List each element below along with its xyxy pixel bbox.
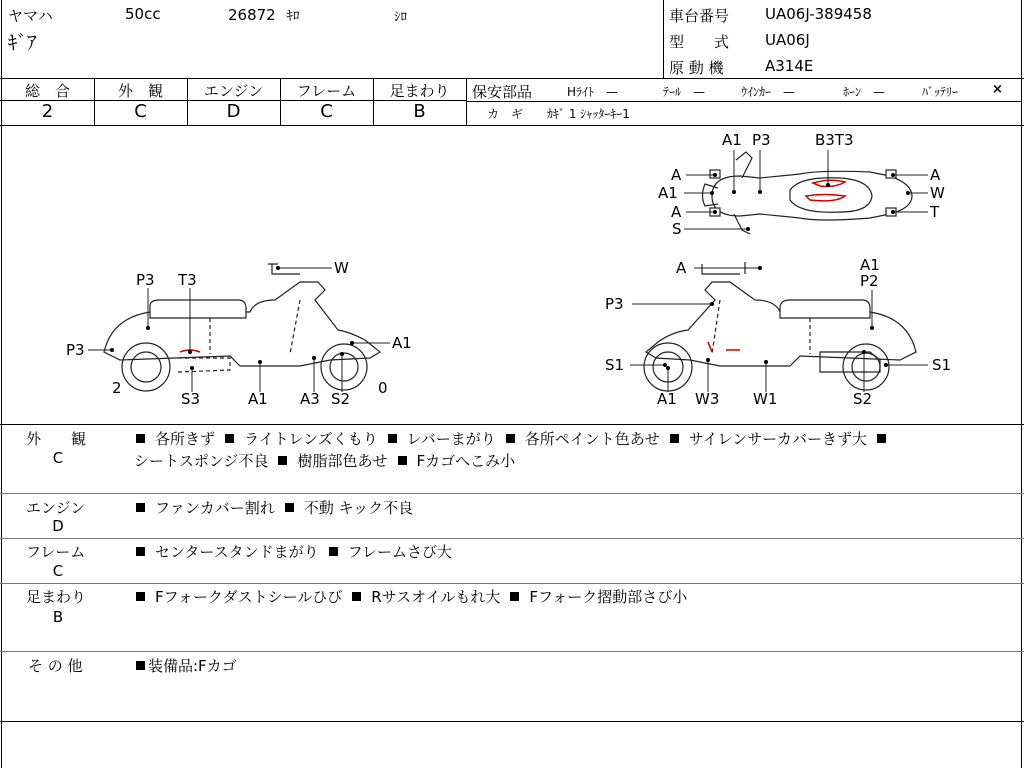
label-top-b3t3: B3T3 <box>815 131 854 149</box>
note-item: フレームさび大 <box>329 543 452 561</box>
grade-engine-label: エンジン <box>203 82 264 100</box>
label-top-a1-mid: A1 <box>658 184 678 202</box>
label-right-p2: P2 <box>860 272 879 290</box>
safety-headlight: Hﾗｲﾄ — <box>567 85 619 99</box>
note-item: Fカゴへこみ小 <box>398 452 516 470</box>
note-engine-grade: D <box>52 517 64 535</box>
note-item: 樹脂部色あせ <box>278 452 387 470</box>
engine-value: A314E <box>765 57 814 75</box>
safety-battery: ﾊﾞｯﾃﾘｰ <box>922 85 959 99</box>
label-right-a: A <box>676 259 687 277</box>
grade-engine-value: D <box>226 101 241 122</box>
displacement: 50cc <box>125 5 161 23</box>
label-right-p3: P3 <box>605 295 624 313</box>
note-suspension-label: 足まわり <box>26 588 87 606</box>
model-name: ｷﾞｱ <box>8 32 37 54</box>
label-left-p3-top: P3 <box>136 271 155 289</box>
grade-total-value: 2 <box>41 101 54 122</box>
label-top-s: S <box>672 220 682 238</box>
label-left-w: W <box>334 259 349 277</box>
label-right-s1-left: S1 <box>605 356 625 374</box>
label-top-p3: P3 <box>752 131 771 149</box>
label-right-s2: S2 <box>853 390 873 408</box>
header-divider <box>663 0 664 78</box>
safety-winker: ｳｲﾝｶｰ — <box>741 85 796 99</box>
safety-tail: ﾃｰﾙ — <box>663 85 706 99</box>
battery-mark: × <box>992 82 1003 97</box>
note-suspension-grade: B <box>52 608 64 626</box>
label-left-p3-side: P3 <box>66 341 85 359</box>
label-right-a1: A1 <box>860 256 880 274</box>
note-frame-grade: C <box>52 562 64 580</box>
note-sep <box>0 721 1024 722</box>
note-other-text: 装備品:Fカゴ <box>136 655 237 676</box>
mileage-unit: ｷﾛ <box>286 9 300 24</box>
mileage-value: 26872 <box>228 6 276 24</box>
label-left-s3: S3 <box>181 390 201 408</box>
note-frame-label: フレーム <box>26 543 86 561</box>
note-engine-label: エンジン <box>26 499 86 517</box>
grade-frame-label: フレーム <box>296 82 357 100</box>
label-left-2: 2 <box>112 379 122 397</box>
engine-label: 原 動 機 <box>669 59 724 77</box>
type-value: UA06J <box>765 31 810 49</box>
label-right-s1-right: S1 <box>932 356 952 374</box>
note-item: サイレンサーカバーきず大 <box>670 430 867 448</box>
safety-label: 保安部品 <box>472 83 533 101</box>
note-sep <box>0 493 1024 494</box>
note-exterior-label: 外 観 <box>26 430 87 448</box>
label-top-t: T <box>930 203 940 221</box>
note-exterior-grade: C <box>52 449 64 467</box>
grade-suspension-label: 足まわり <box>389 82 450 100</box>
note-item: ライトレンズくもり <box>225 430 378 448</box>
safety-mid-line <box>466 101 1022 102</box>
note-sep <box>0 538 1024 539</box>
note-sep <box>0 651 1024 652</box>
note-sep <box>0 583 1024 584</box>
note-item: Rサスオイルもれ大 <box>352 588 500 606</box>
type-label: 型 式 <box>669 33 730 51</box>
label-left-a3: A3 <box>300 390 320 408</box>
keys: カ ギ ｶｷﾞ 1 ｼｬｯﾀｰｷｰ1 <box>487 107 630 121</box>
grade-frame-value: C <box>320 101 333 122</box>
grade-top-line <box>0 78 1024 79</box>
grade-exterior-label: 外 観 <box>117 82 163 100</box>
note-item: シートスポンジ不良 <box>134 452 269 470</box>
color: ｼﾛ <box>394 10 407 25</box>
note-engine-items <box>136 497 423 518</box>
note-item: 各所ペイント色あせ <box>506 430 660 448</box>
label-top-a1: A1 <box>722 131 742 149</box>
note-item: センタースタンドまがり <box>136 543 319 561</box>
note-exterior-line2 <box>134 450 525 471</box>
frame-no: UA06J-389458 <box>765 5 872 23</box>
label-left-t3: T3 <box>178 271 197 289</box>
mileage <box>228 5 300 24</box>
safety-horn: ﾎｰﾝ — <box>843 85 886 99</box>
note-frame-items <box>136 541 462 562</box>
frame-no-label: 車台番号 <box>669 7 730 25</box>
note-exterior-line1 <box>136 428 896 449</box>
note-item: 各所きず <box>136 430 215 448</box>
note-bullet <box>877 434 886 443</box>
label-left-0: 0 <box>378 379 388 397</box>
label-left-s2: S2 <box>331 390 351 408</box>
grade-suspension-value: B <box>413 101 426 122</box>
label-top-a-lower: A <box>671 203 682 221</box>
label-right-w1: W1 <box>753 390 778 408</box>
note-other-label: そ の 他 <box>28 657 83 675</box>
label-left-a1: A1 <box>248 390 268 408</box>
note-item: Fフォーク摺動部さび小 <box>510 588 687 606</box>
note-item: レバーまがり <box>388 430 496 448</box>
diagram-bottom-line <box>0 424 1024 425</box>
label-top-a-upper: A <box>671 166 682 184</box>
label-right-a1-bottom: A1 <box>657 390 677 408</box>
note-item: ファンカバー割れ <box>136 499 275 517</box>
grade-total-label: 総 合 <box>24 82 70 100</box>
note-item: Fフォークダストシールひび <box>136 588 342 606</box>
note-suspension-items <box>136 586 697 607</box>
note-item: 不動 キック不良 <box>285 499 413 517</box>
label-top-w: W <box>930 184 945 202</box>
label-top-a-right: A <box>930 166 941 184</box>
maker: ヤマハ <box>8 7 53 25</box>
grade-exterior-value: C <box>134 101 147 122</box>
label-left-a1-right: A1 <box>392 334 412 352</box>
label-right-w3: W3 <box>695 390 720 408</box>
